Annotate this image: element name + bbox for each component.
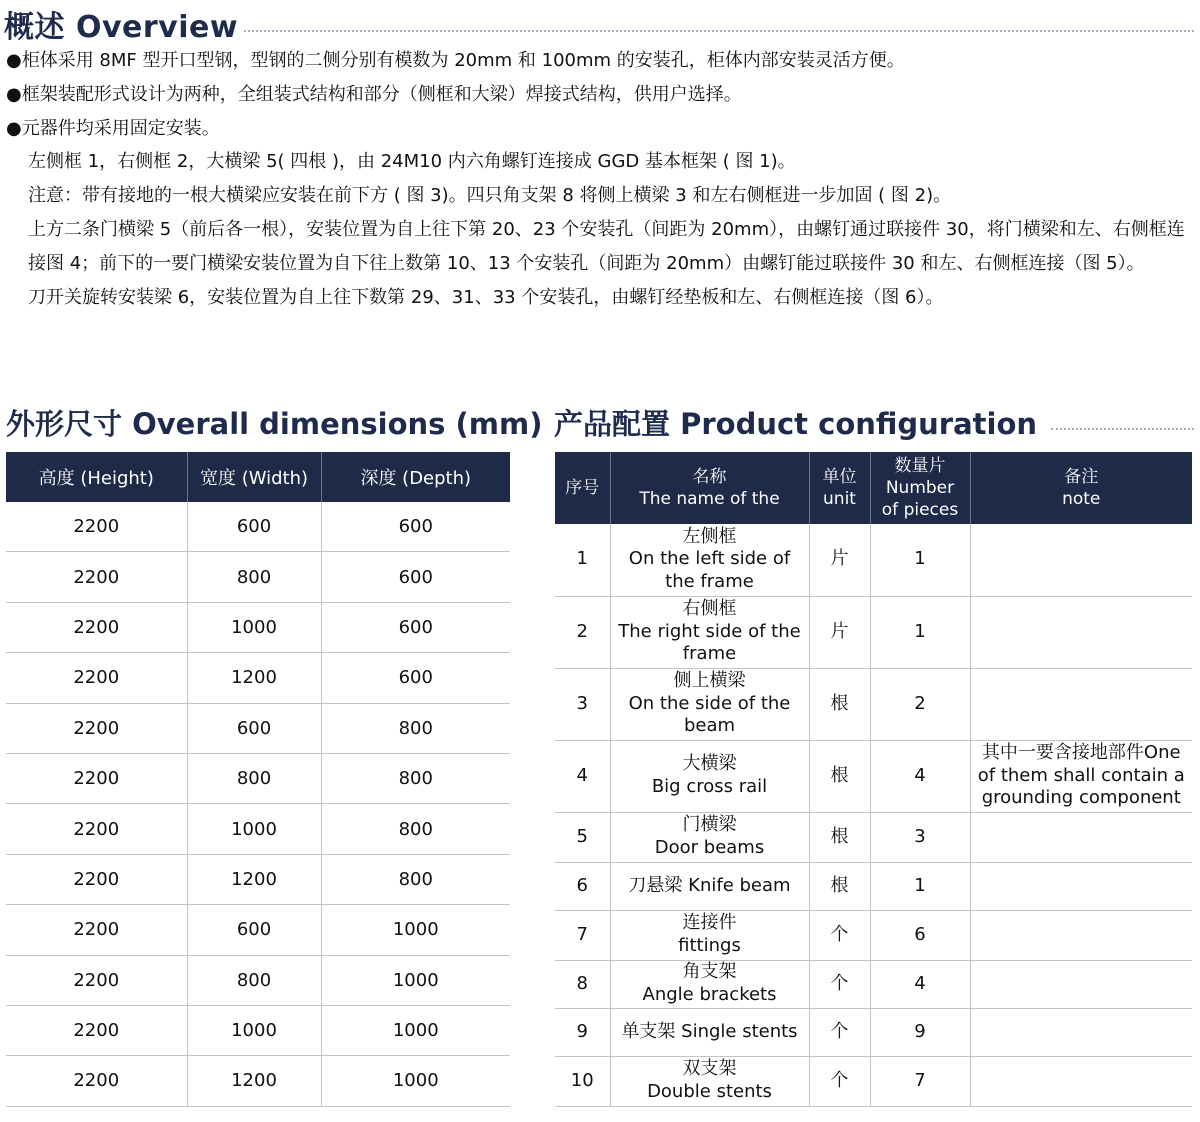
cell-width: 600 [187,703,321,753]
table-row [555,668,1192,740]
table-row [555,524,1192,596]
cell-height: 2200 [6,552,187,602]
name-cn: 左侧框 [682,525,737,547]
header-note-cn: 备注 [1064,467,1099,487]
cell-name [610,910,809,960]
cell-name [610,668,809,740]
configuration-header [554,400,1194,444]
cell-unit: 根 [809,862,870,910]
cell-quantity: 9 [870,1008,970,1056]
column-header-height: 高度 (Height) [6,452,187,502]
cell-name [610,1056,809,1106]
header-unit-cn: 单位 [822,467,857,487]
table-row [555,1008,1192,1056]
table-row [6,955,510,1005]
cell-depth: 600 [321,502,510,552]
name-cn: 侧上横梁 [673,670,746,692]
cell-no: 6 [555,862,610,910]
cell-note: 其中一要含接地部件One of them shall contain a grounding component [970,740,1192,812]
cell-width: 1200 [187,653,321,703]
cell-width: 600 [187,502,321,552]
table-row [6,703,510,753]
cell-width: 800 [187,955,321,1005]
cell-quantity: 1 [870,524,970,596]
column-header-depth: 深度 (Depth) [321,452,510,502]
header-unit-en: unit [823,489,856,509]
table-row [555,740,1192,812]
cell-width: 1000 [187,1005,321,1055]
configuration-table [555,452,1192,1107]
cell-note [970,524,1192,596]
table-row [555,596,1192,668]
dimensions-table [6,452,510,1107]
cell-width: 1000 [187,804,321,854]
cell-no: 4 [555,740,610,812]
cell-height: 2200 [6,1005,187,1055]
cell-height: 2200 [6,653,187,703]
cell-no: 2 [555,596,610,668]
cell-no: 5 [555,812,610,862]
cell-quantity: 3 [870,812,970,862]
cell-no: 7 [555,910,610,960]
header-qty-cn: 数量片 [894,456,946,476]
title-divider [1051,428,1194,430]
cell-depth: 600 [321,602,510,652]
column-header-name [610,452,809,524]
cell-note [970,668,1192,740]
cell-no: 3 [555,668,610,740]
table-row [6,602,510,652]
cell-unit: 个 [809,960,870,1008]
cell-depth: 1000 [321,955,510,1005]
header-name-en: The name of the [639,489,780,509]
name-cn: 连接件 [682,912,737,934]
cell-unit: 片 [809,596,870,668]
table-row [6,905,510,955]
cell-unit: 根 [809,812,870,862]
cell-quantity: 6 [870,910,970,960]
cell-depth: 1000 [321,1005,510,1055]
table-row [6,753,510,803]
cell-width: 1000 [187,602,321,652]
overview-paragraph: 上方二条门横梁 5（前后各一根），安装位置为自上往下第 20、23 个安装孔（间距为 20mm），由螺钉通过联接件 30，将门横梁和左、右侧框连接图 4；前下的一要门横梁安装位置为自下往上数第 10、13 个安装孔（间距为 20mm）由螺钉能过联接件 30 和左、右侧框连接（图 5）。 [28,218,1185,274]
cell-unit: 个 [809,1056,870,1106]
overview-header [4,4,1194,44]
cell-depth: 800 [321,703,510,753]
cell-quantity: 2 [870,668,970,740]
cell-height: 2200 [6,1056,187,1106]
table-row [6,804,510,854]
cell-no: 10 [555,1056,610,1106]
cell-quantity: 4 [870,740,970,812]
cell-width: 800 [187,552,321,602]
name-en: fittings [678,935,741,956]
column-header-width: 宽度 (Width) [187,452,321,502]
header-qty-en2: of pieces [881,500,959,520]
name-en: Angle brackets [642,984,777,1005]
cell-depth: 600 [321,552,510,602]
cell-note [970,960,1192,1008]
cell-quantity: 4 [870,960,970,1008]
cell-unit: 个 [809,1008,870,1056]
overview-text [6,44,1196,314]
cell-unit: 根 [809,740,870,812]
cell-height: 2200 [6,804,187,854]
table-row [555,960,1192,1008]
cell-note [970,862,1192,910]
table-row [555,1056,1192,1106]
cell-note [970,910,1192,960]
overview-paragraph: ●框架装配形式设计为两种，全组装式结构和部分（侧框和大梁）焊接式结构，供用户选择。 [6,83,742,105]
overview-title: 概述 Overview [4,10,239,45]
name-en: The right side of the frame [618,620,801,665]
column-header-note [970,452,1192,524]
cell-name [610,960,809,1008]
table-row [6,1005,510,1055]
overview-paragraph: 左侧框 1，右侧框 2，大横梁 5( 四根 )，由 24M10 内六角螺钉连接成 GGD 基本框架 ( 图 1)。 [28,151,796,173]
cell-name [610,812,809,862]
table-row [6,552,510,602]
table-row [555,862,1192,910]
table-header-row [6,452,510,502]
cell-name [610,862,809,910]
name-en: On the left side of the frame [628,548,791,593]
cell-unit: 个 [809,910,870,960]
cell-note [970,596,1192,668]
cell-depth: 1000 [321,1056,510,1106]
name-cn: 双支架 [682,1058,737,1080]
cell-depth: 600 [321,653,510,703]
name-cn: 门横梁 [682,814,737,836]
cell-quantity: 1 [870,596,970,668]
table-row [6,854,510,904]
cell-width: 800 [187,753,321,803]
dimensions-title: 外形尺寸 Overall dimensions (mm) [6,406,543,441]
cell-width: 1200 [187,854,321,904]
cell-no: 9 [555,1008,610,1056]
cell-name [610,524,809,596]
name-cn: 大横梁 [682,753,737,775]
name-cn: 右侧框 [682,598,737,620]
name-cn: 角支架 [682,961,737,983]
cell-note [970,812,1192,862]
column-header-unit [809,452,870,524]
overview-paragraph: 刀开关旋转安装梁 6，安装位置为自上往下数第 29、31、33 个安装孔，由螺钉经垫板和左、右侧框连接（图 6）。 [28,286,944,308]
cell-depth: 1000 [321,905,510,955]
name-en: Double stents [647,1081,772,1102]
cell-quantity: 7 [870,1056,970,1106]
cell-no: 1 [555,524,610,596]
header-name-cn: 名称 [692,467,727,487]
cell-height: 2200 [6,502,187,552]
header-qty-en1: Number [885,478,955,498]
table-header-row [555,452,1192,524]
header-note-en: note [1062,489,1101,509]
cell-width: 600 [187,905,321,955]
cell-name [610,596,809,668]
cell-depth: 800 [321,804,510,854]
cell-note [970,1056,1192,1106]
cell-height: 2200 [6,905,187,955]
overview-paragraph: ●元器件均采用固定安装。 [6,117,220,139]
cell-note [970,1008,1192,1056]
table-row [6,653,510,703]
cell-height: 2200 [6,703,187,753]
overview-paragraph: 注意：带有接地的一根大横梁应安装在前下方 ( 图 3)。四只角支架 8 将侧上横梁 3 和左右侧框进一步加固 ( 图 2)。 [28,185,952,207]
column-header-quantity [870,452,970,524]
cell-height: 2200 [6,854,187,904]
name-en: 单支架 Single stents [621,1020,798,1042]
overview-paragraph: ●柜体采用 8MF 型开口型钢，型钢的二侧分别有模数为 20mm 和 100mm 的安装孔，柜体内部安装灵活方便。 [6,50,905,71]
name-en: Big cross rail [651,776,768,797]
cell-name [610,740,809,812]
table-row [555,910,1192,960]
name-en: 刀悬梁 Knife beam [628,874,791,896]
cell-quantity: 1 [870,862,970,910]
title-divider [244,30,1194,32]
name-en: Door beams [654,837,765,858]
cell-unit: 片 [809,524,870,596]
configuration-title: 产品配置 Product configuration [554,406,1038,441]
cell-width: 1200 [187,1056,321,1106]
cell-depth: 800 [321,753,510,803]
name-en: On the side of the beam [628,692,791,737]
cell-height: 2200 [6,955,187,1005]
table-row [555,812,1192,862]
cell-height: 2200 [6,602,187,652]
cell-depth: 800 [321,854,510,904]
table-row [6,1056,510,1106]
cell-name [610,1008,809,1056]
column-header-no: 序号 [555,452,610,524]
cell-no: 8 [555,960,610,1008]
cell-height: 2200 [6,753,187,803]
cell-unit: 根 [809,668,870,740]
table-row [6,502,510,552]
